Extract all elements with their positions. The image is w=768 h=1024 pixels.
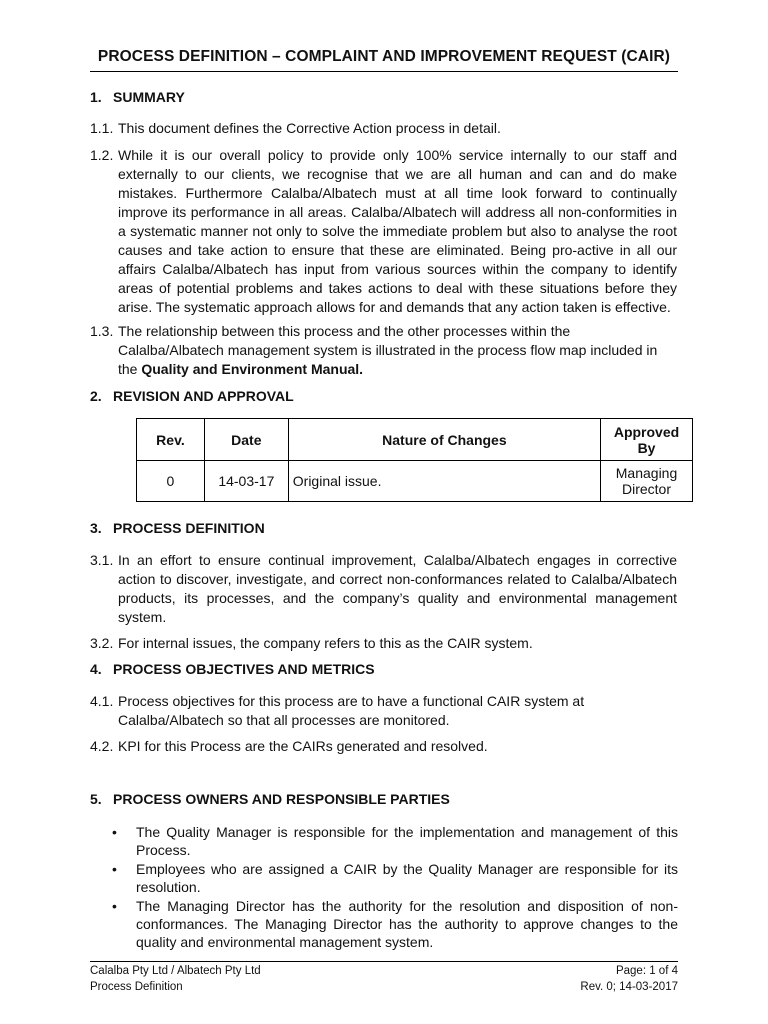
paragraph-1-3: [90, 322, 677, 379]
cell-nature: Original issue.: [288, 461, 600, 502]
section-title: PROCESS DEFINITION: [113, 520, 265, 536]
list-item-text: Employees who are assigned a CAIR by the Quality Manager are responsible for its resolution.: [136, 861, 678, 895]
paragraph-text: Process objectives for this process are to have a functional CAIR system at Calalba/Albatech so that all processes are monitored.: [118, 693, 585, 728]
section-title: PROCESS OBJECTIVES AND METRICS: [113, 661, 375, 677]
table-row: [137, 461, 693, 502]
paragraph-text: KPI for this Process are the CAIRs generated and resolved.: [118, 738, 488, 754]
column-header-approved: Approved By: [601, 419, 693, 461]
cell-rev: 0: [137, 461, 205, 502]
cell-date: 14-03-17: [204, 461, 288, 502]
list-item: [112, 860, 678, 896]
column-header-rev: Rev.: [137, 419, 205, 461]
footer-revision: Rev. 0; 14-03-2017: [580, 981, 678, 993]
list-item: [112, 897, 678, 951]
section-title: REVISION AND APPROVAL: [113, 388, 294, 404]
footer-left: [90, 963, 261, 995]
section-title: PROCESS OWNERS AND RESPONSIBLE PARTIES: [113, 791, 450, 807]
bullet-icon: •: [112, 861, 117, 877]
paragraph-text: This document defines the Corrective Action process in detail.: [118, 120, 501, 136]
bullet-icon: •: [112, 824, 117, 840]
section-2-heading: [90, 388, 294, 404]
cell-approved: Managing Director: [601, 461, 693, 502]
paragraph-number: 4.1.: [90, 693, 114, 709]
footer-right: [580, 963, 678, 995]
bullet-icon: •: [112, 898, 117, 914]
paragraph-text: [118, 322, 677, 379]
paragraph-number: 1.3.: [90, 323, 114, 339]
section-number: 4.: [90, 661, 102, 677]
paragraph-text: While it is our overall policy to provide only 100% service internally to our staff and externally to our clients, we recognise that we are all human and can and do make mistakes. Furthermore Calalba/Albatech must at all time look forward to continually improve its performance in all areas. Calalba/Albatech will address all non-conformities in a systematic manner not only to solve the immediate problem but also to analyse the root causes and take action to ensure that these are eliminated. Being pro-active in all our affairs Calalba/Albatech has input from various sources within the company to identify areas of potential problems and takes actions to deal with these situations before they arise. The systematic approach allows for and demands that any action taken is effective.: [118, 147, 677, 315]
paragraph-3-1: [90, 551, 677, 627]
list-item: [112, 823, 678, 859]
column-header-date: Date: [204, 419, 288, 461]
paragraph-text: For internal issues, the company refers to this as the CAIR system.: [118, 635, 533, 651]
section-number: 5.: [90, 791, 102, 807]
column-header-nature: Nature of Changes: [288, 419, 600, 461]
section-number: 3.: [90, 520, 102, 536]
section-number: 2.: [90, 388, 102, 404]
section-title: SUMMARY: [113, 89, 185, 105]
table-header-row: [137, 419, 693, 461]
section-5-heading: [90, 791, 450, 807]
title-underline: [90, 71, 678, 72]
paragraph-number: 4.2.: [90, 738, 114, 754]
section-number: 1.: [90, 89, 102, 105]
section-3-heading: [90, 520, 265, 536]
section-4-heading: [90, 661, 375, 677]
paragraph-text-plain: The relationship between this process and the other processes within the Calalba/Albatech management system is illustrated in the process flow map included in the: [118, 323, 658, 377]
list-item-text: The Quality Manager is responsible for the implementation and management of this Process.: [136, 824, 678, 858]
paragraph-number: 3.2.: [90, 635, 114, 651]
list-item-text: The Managing Director has the authority for the resolution and disposition of non-conformances. The Managing Director has the authority to approve changes to the quality and environmental management system.: [136, 898, 678, 950]
paragraph-1-1: [90, 119, 677, 138]
footer-company: Calalba Pty Ltd / Albatech Pty Ltd: [90, 965, 261, 977]
paragraph-number: 3.1.: [90, 552, 114, 568]
section-1-heading: [90, 89, 185, 105]
footer-page-number: Page: 1 of 4: [615, 965, 678, 977]
paragraph-number: 1.2.: [90, 147, 114, 163]
footer-document-name: Process Definition: [90, 981, 183, 993]
paragraph-number: 1.1.: [90, 120, 114, 136]
footer-divider: [90, 961, 678, 962]
paragraph-1-2: [90, 146, 677, 317]
revision-table: [136, 418, 693, 502]
responsibility-list: [112, 823, 678, 952]
paragraph-4-1: [90, 692, 677, 730]
paragraph-3-2: [90, 634, 677, 653]
paragraph-4-2: [90, 737, 677, 756]
manual-reference: Quality and Environment Manual.: [141, 361, 364, 377]
document-title: PROCESS DEFINITION – COMPLAINT AND IMPROVEMENT REQUEST (CAIR): [97, 48, 671, 65]
paragraph-text: In an effort to ensure continual improvement, Calalba/Albatech engages in corrective action to discover, investigate, and correct non-conformances related to Calalba/Albatech products, its processes, and the company’s quality and environmental management system.: [118, 552, 677, 625]
